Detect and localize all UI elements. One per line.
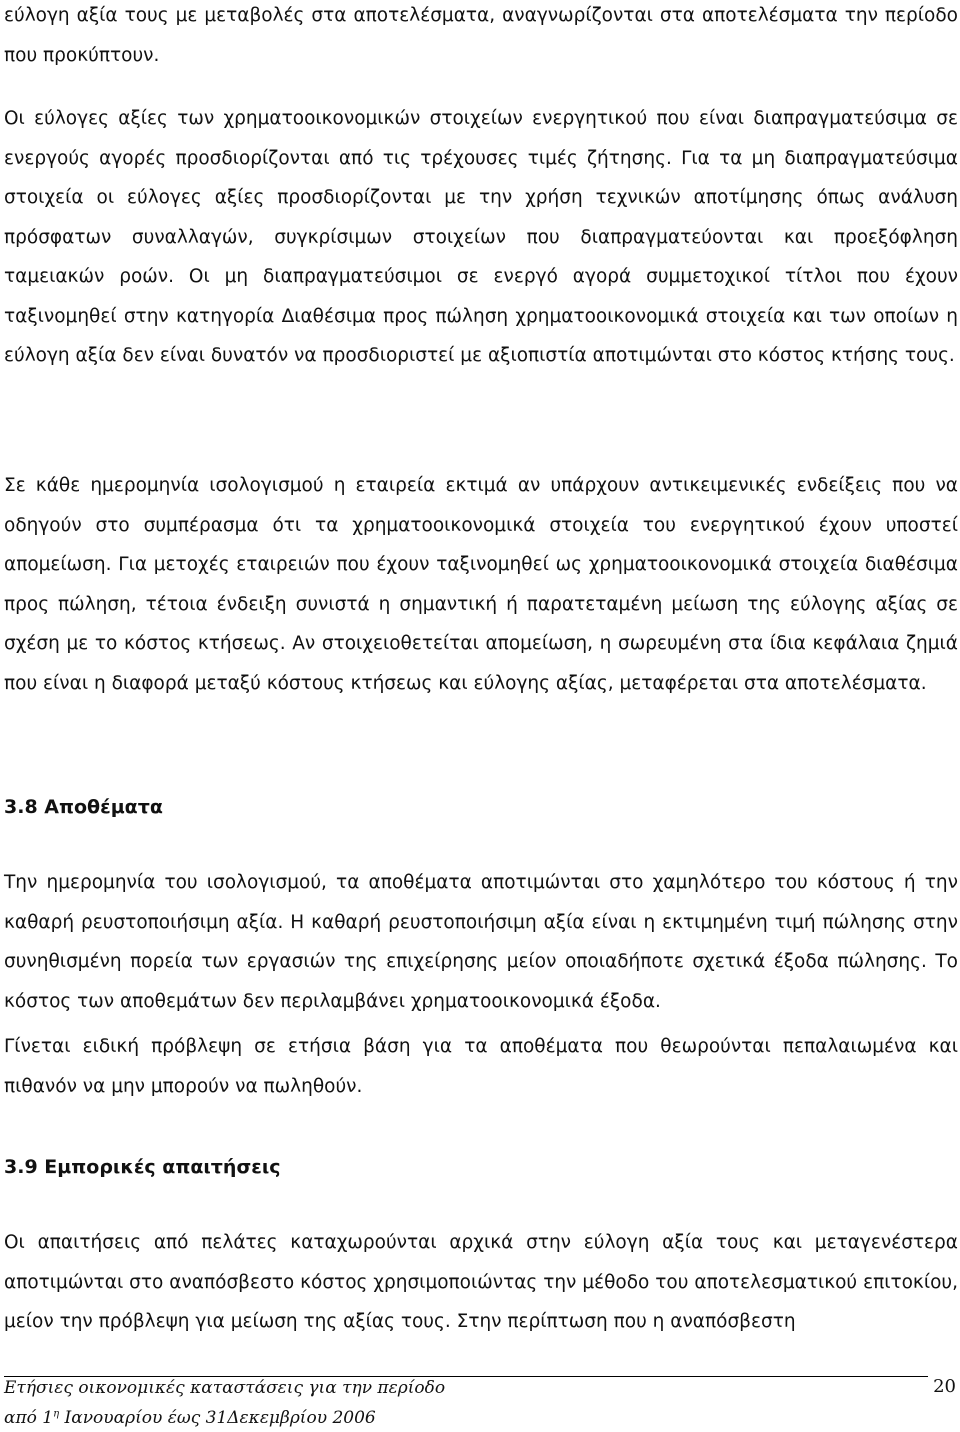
section-heading-inventories: 3.8 Αποθέματα [4, 796, 163, 818]
page-number: 20 [933, 1376, 956, 1397]
footer-divider [4, 1376, 928, 1377]
section-heading-trade-receivables: 3.9 Εμπορικές απαιτήσεις [4, 1156, 281, 1178]
footer-title: Ετήσιες οικονομικές καταστάσεις για την περίοδο [4, 1378, 446, 1398]
paragraph-impairment: Σε κάθε ημερομηνία ισολογισμού η εταιρεία εκτιμά αν υπάρχουν αντικειμενικές ενδείξεις που να οδηγούν στο συμπέρασμα ότι τα χρηματοοικονομικά στοιχεία του ενεργητικού έχουν υποστεί απομείωση. Για μετοχές εταιρειών που έχουν ταξινομηθεί ως χρηματοοικονομικά στοιχεία διαθέσιμα προς πώληση, τέτοια ένδειξη συνιστά η σημαντική ή παρατεταμένη μείωση της εύλογης αξίας σε σχέση με το κόστος κτήσεως. Αν στοιχειοθετείται απομείωση, η σωρευμένη στα ίδια κεφάλαια ζημιά που είναι η διαφορά μεταξύ κόστους κτήσεως και εύλογης αξίας, μεταφέρεται στα αποτελέσματα. [4, 475, 958, 694]
paragraph-trade-receivables: Οι απαιτήσεις από πελάτες καταχωρούνται αρχικά στην εύλογη αξία τους και μεταγενέστερα αποτιμώνται στο αναπόσβεστο κόστος χρησιμοποιώντας την μέθοδο του αποτελεσματικού επιτοκίου, μείον την πρόβλεψη για μείωση της αξίας τους. Στην περίπτωση που η αναπόσβεστη [4, 1232, 958, 1332]
footer-period-sup: η [53, 1408, 60, 1420]
paragraph-fair-value-determination: Οι εύλογες αξίες των χρηματοοικονομικών στοιχείων ενεργητικού που είναι διαπραγματεύσιμα σε ενεργούς αγορές προσδιορίζονται από τις τρέχουσες τιμές ζήτησης. Για τα μη διαπραγματεύσιμα στοιχεία οι εύλογες αξίες προσδιορίζονται με την χρήση τεχνικών αποτίμησης όπως ανάλυση πρόσφατων συναλλαγών, συγκρίσιμων στοιχείων που διαπραγματεύονται και προεξόφληση ταμειακών ροών. Οι μη διαπραγματεύσιμοι σε ενεργό αγορά συμμετοχικοί τίτλοι που έχουν ταξινομηθεί στην κατηγορία Διαθέσιμα προς πώληση χρηματοοικονομικά στοιχεία και των οποίων η εύλογη αξία δεν είναι δυνατόν να προσδιοριστεί με αξιοπιστία αποτιμώνται στο κόστος κτήσης τους. [4, 108, 958, 366]
footer-period [4, 1408, 958, 1428]
footer-period-suffix: Ιανουαρίου έως 31Δεκεμβρίου 2006 [59, 1408, 376, 1428]
paragraph-fair-value-results: εύλογη αξία τους με μεταβολές στα αποτελέσματα, αναγνωρίζονται στα αποτελέσματα την περίοδο που προκύπτουν. [4, 5, 958, 66]
footer-period-prefix: από 1 [4, 1408, 54, 1428]
paragraph-inventories-valuation: Την ημερομηνία του ισολογισμού, τα αποθέματα αποτιμώνται στο χαμηλότερο του κόστους ή την καθαρή ρευστοποιήσιμη αξία. Η καθαρή ρευστοποιήσιμη αξία είναι η εκτιμημένη τιμή πώλησης στην συνηθισμένη πορεία των εργασιών της επιχείρησης μείον οποιαδήποτε σχετικά έξοδα πώλησης. Το κόστος των αποθεμάτων δεν περιλαμβάνει χρηματοοικονομικά έξοδα. [4, 872, 958, 1012]
paragraph-inventories-provision: Γίνεται ειδική πρόβλεψη σε ετήσια βάση για τα αποθέματα που θεωρούνται πεπαλαιωμένα και πιθανόν να μην μπορούν να πωληθούν. [4, 1036, 958, 1097]
